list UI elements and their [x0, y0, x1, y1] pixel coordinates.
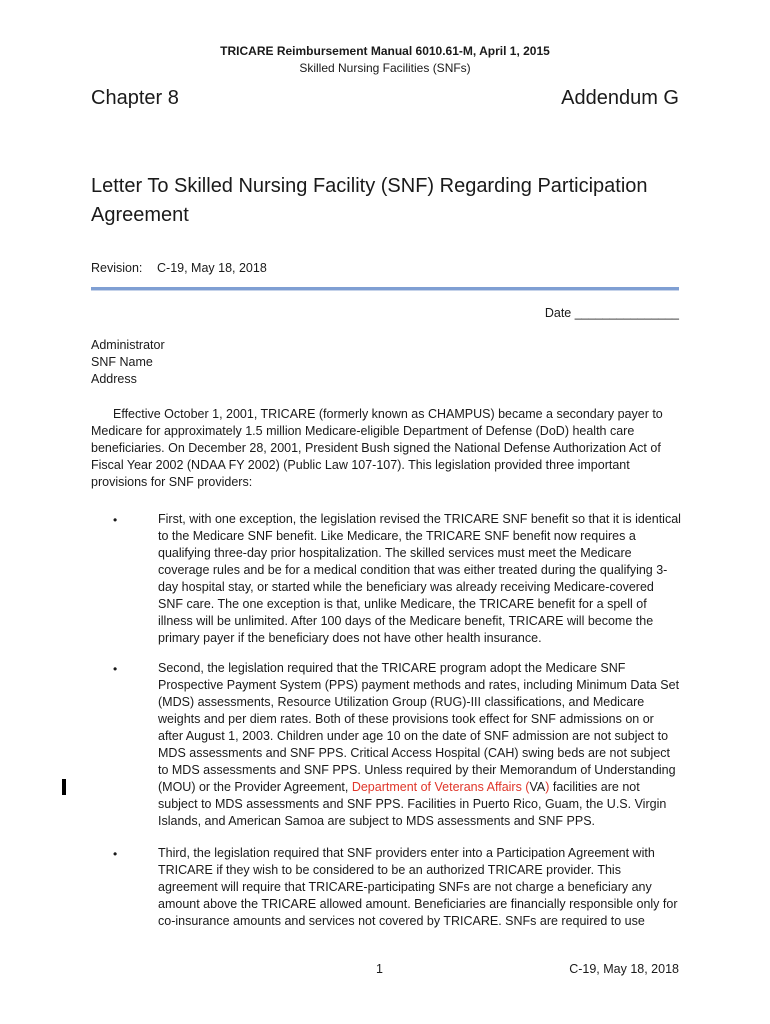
bullet-marker: •	[113, 662, 118, 676]
bullet-item-2: Second, the legislation required that the TRICARE program adopt the Medicare SNF Prospective Payment System (PPS) payment methods and rates, including Minimum Data Set (MDS) assessments, Resource Utilization Group (RUG)-III classifications, and Medicare weights and per diem rates. Both of these provisions took effect for SNF admissions on or after August 1, 2003. Children under age 10 on the date of SNF admission are not subject to MDS assessments and SNF PPS. Critical Access Hospital (CAH) swing beds are not subject to MDS assessments and SNF PPS. Unless required by their Memorandum of Understanding (MOU) or the Provider Agreement, Department of Veterans Affairs (VA) facilities are not subject to MDS assessments and SNF PPS. Facilities in Puerto Rico, Guam, the U.S. Virgin Islands, and American Samoa are subject to MDS assessments and SNF PPS.	[158, 661, 680, 828]
change-bar	[62, 779, 66, 795]
chapter-row	[91, 87, 679, 117]
running-header	[0, 43, 770, 77]
manual-title: TRICARE Reimbursement Manual 6010.61-M, April 1, 2015	[220, 44, 550, 58]
revision-label: Revision:	[91, 261, 143, 275]
bullet-marker: •	[113, 513, 118, 527]
bullet-marker: •	[113, 847, 118, 861]
revision-line	[91, 261, 267, 275]
bullet-item-3: Third, the legislation required that SNF providers enter into a Participation Agreement with TRICARE if they wish to be considered to be an authorized TRICARE provider. This agreement will require that TRICARE-participating SNFs are not charge a beneficiary any amount above the TRICARE allowed amount. Beneficiaries are financially responsible only for co-insurance amounts and services not covered by TRICARE. SNFs are required to use	[158, 846, 678, 928]
date-line: Date _______________	[544, 306, 679, 320]
address-line: Administrator	[91, 338, 165, 352]
address-block	[91, 337, 165, 388]
document-title: Letter To Skilled Nursing Facility (SNF) Regarding Participation Agreement	[91, 175, 648, 226]
page-number: 1	[376, 962, 383, 976]
addendum-label: Addendum G	[561, 87, 679, 109]
address-line: Address	[91, 372, 137, 386]
revision-value: C-19, May 18, 2018	[157, 261, 267, 275]
chapter-label: Chapter 8	[91, 87, 179, 109]
divider-rule	[91, 287, 679, 291]
change-highlight: )	[545, 780, 550, 794]
change-highlight: Department of Veterans Affairs (	[351, 780, 530, 794]
intro-paragraph: Effective October 1, 2001, TRICARE (formerly known as CHAMPUS) became a secondary payer to Medicare for approximately 1.5 million Medicare-eligible Department of Defense (DoD) health care beneficiaries. On December 28, 2001, President Bush signed the National Defense Authorization Act of Fiscal Year 2002 (NDAA FY 2002) (Public Law 107-107). This legislation provided three important provisions for SNF providers:	[91, 407, 663, 489]
address-line: SNF Name	[91, 355, 153, 369]
bullet-item-1: First, with one exception, the legislation revised the TRICARE SNF benefit so that it is identical to the Medicare SNF benefit. Like Medicare, the TRICARE SNF benefit now requires a qualifying three-day prior hospitalization. The skilled services must meet the Medicare coverage rules and be for a medical condition that was either treated during the qualifying 3-day hospital stay, or started while the beneficiary was already receiving Medicare-covered SNF care. The one exception is that, unlike Medicare, the TRICARE benefit for a spell of illness will be unlimited. After 100 days of the Medicare benefit, TRICARE will become the primary payer if the beneficiary does not have other health insurance.	[158, 512, 681, 645]
footer-revision: C-19, May 18, 2018	[569, 962, 679, 976]
section-subtitle: Skilled Nursing Facilities (SNFs)	[299, 61, 471, 75]
